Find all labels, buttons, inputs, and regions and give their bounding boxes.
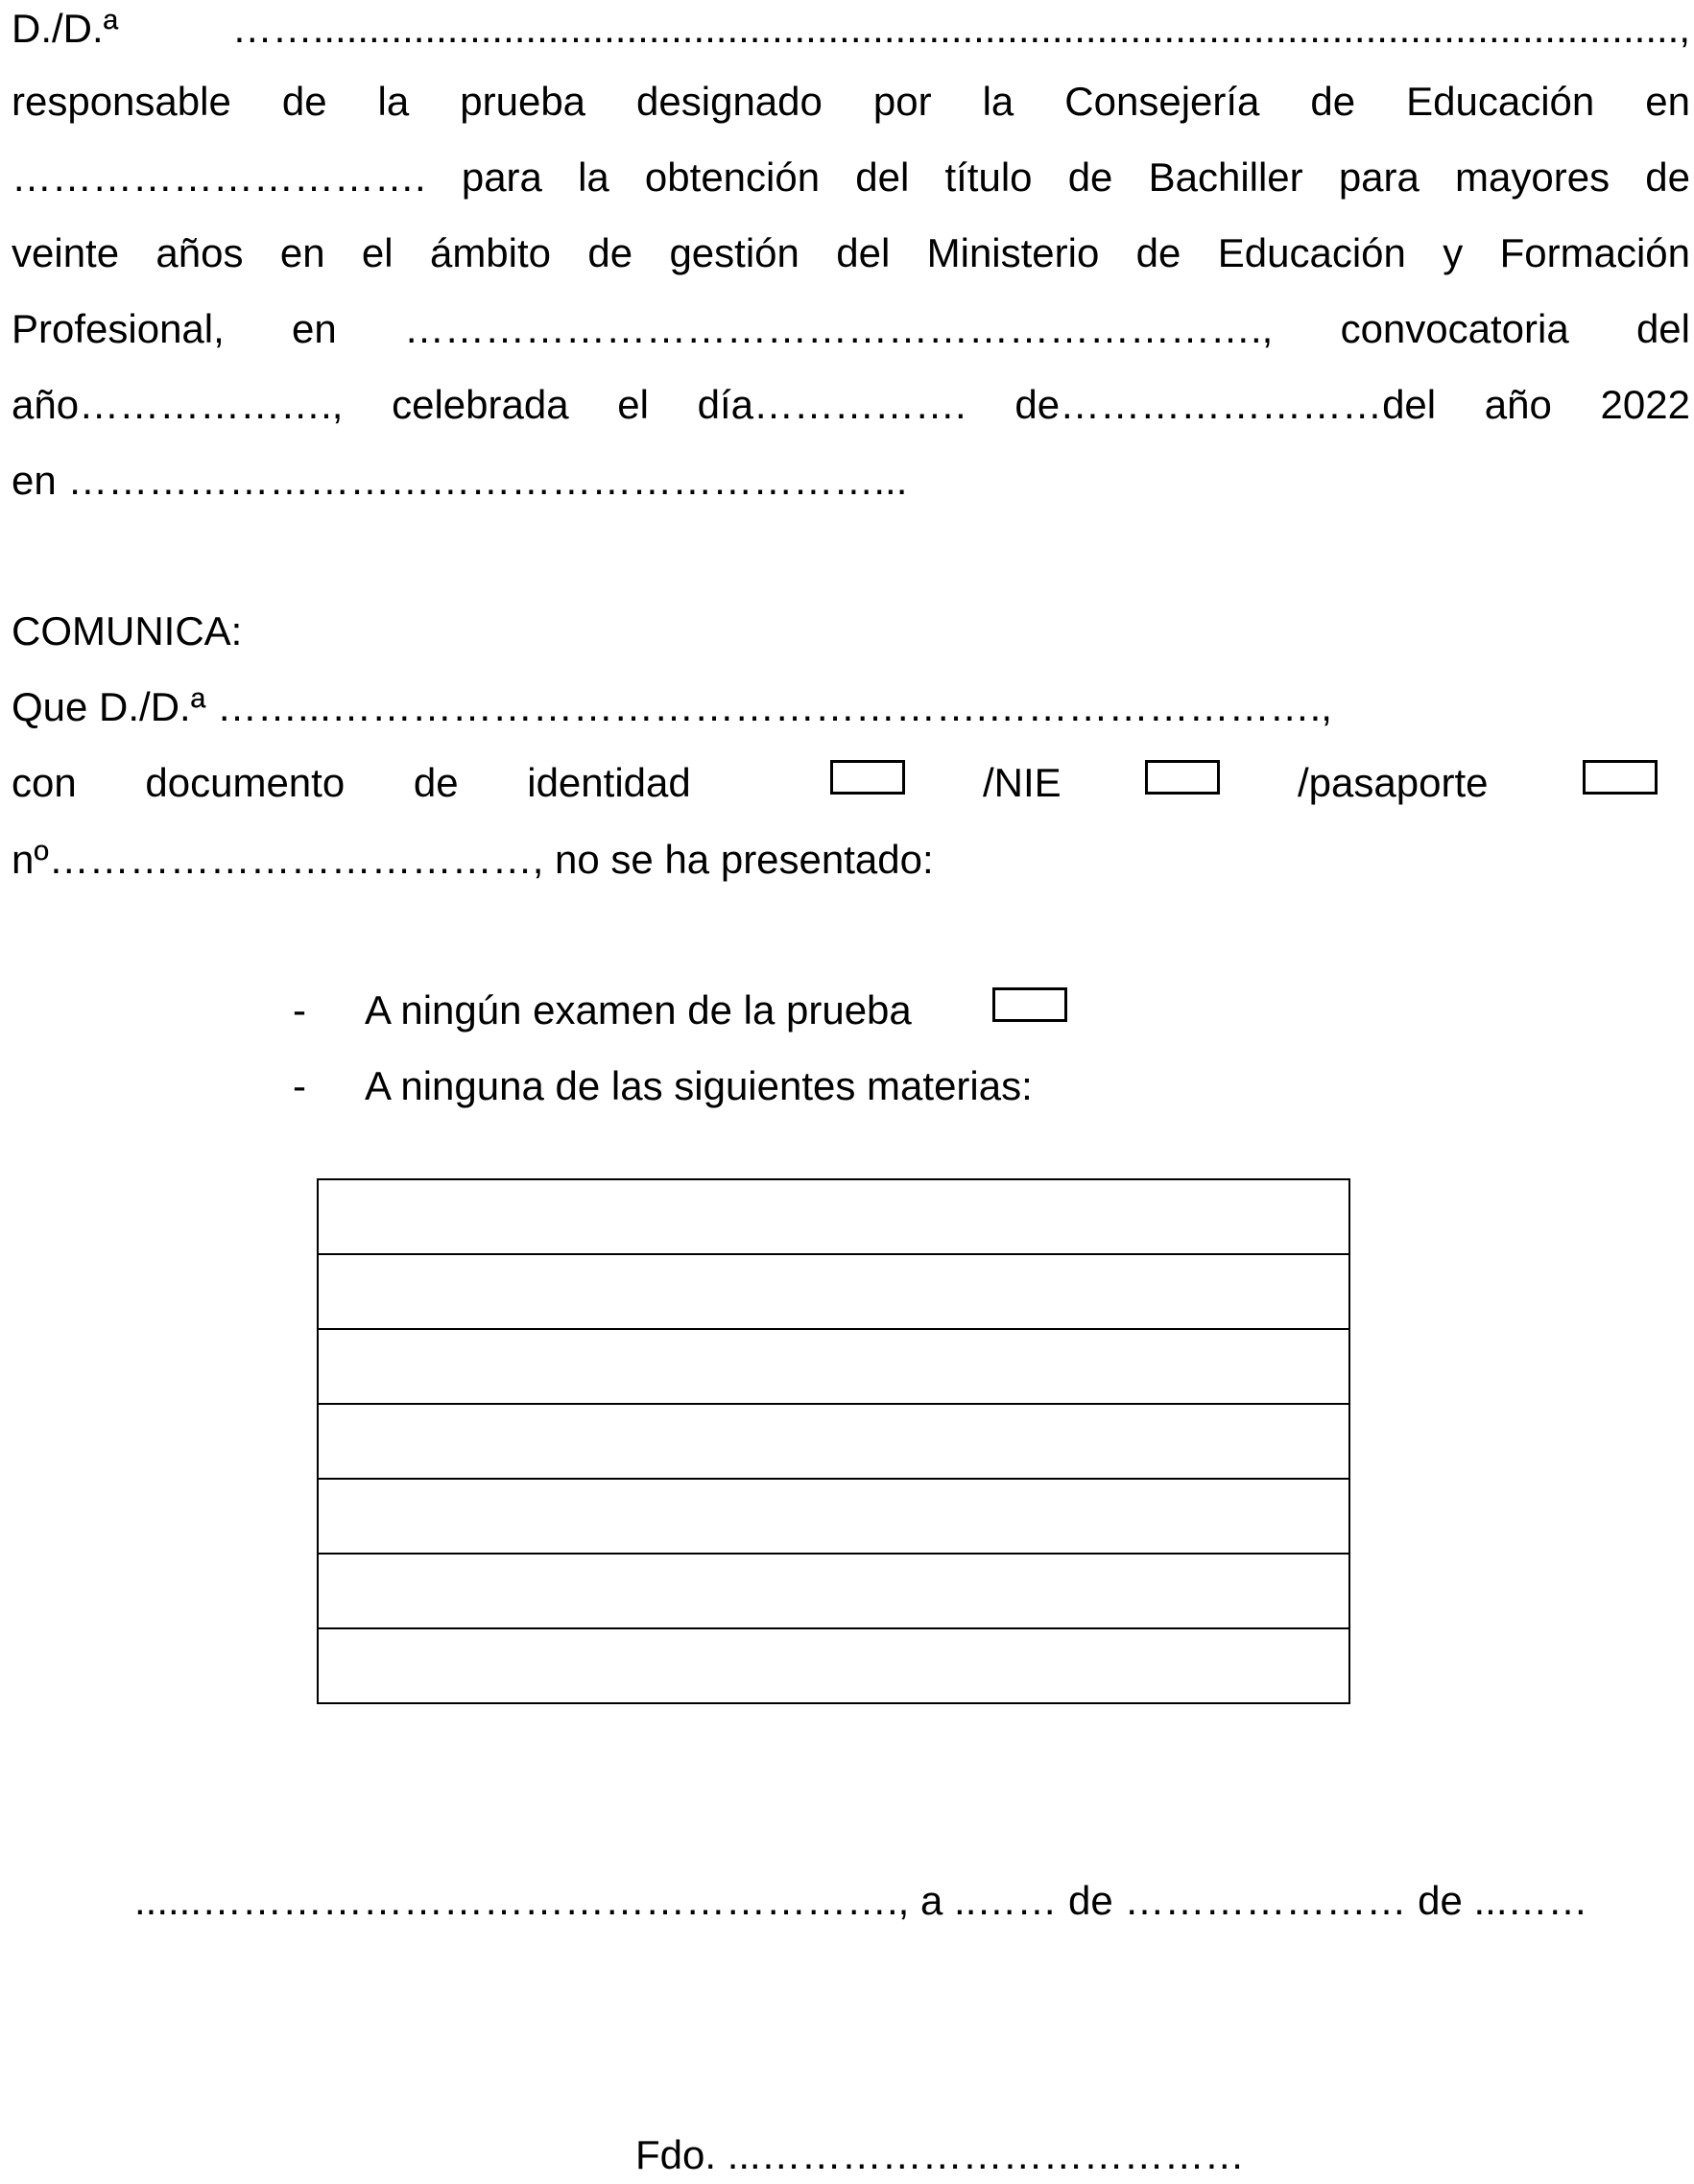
intro-line-responsible-name: D./D.ª ……..........................................................................................................................,	[12, 6, 1690, 51]
intro-line-date: año………………., celebrada el día……………. de……………………del año 2022	[12, 382, 1690, 427]
subject-cell[interactable]	[318, 1254, 1349, 1329]
table-row	[318, 1479, 1349, 1554]
subjects-table	[317, 1178, 1350, 1704]
comunica-heading: COMUNICA:	[12, 608, 243, 653]
signature-line: Fdo. ...………………………………	[635, 2132, 1245, 2177]
table-row	[318, 1404, 1349, 1479]
doc-identidad-label: con documento de identidad	[12, 760, 691, 805]
option2-dash: -	[293, 1063, 306, 1108]
subject-cell[interactable]	[318, 1628, 1349, 1703]
intro-line-convocatoria: Profesional, en ………………………………………………………., convocatoria del	[12, 306, 1690, 351]
dni-checkbox[interactable]	[830, 760, 905, 795]
no-exam-checkbox[interactable]	[992, 987, 1067, 1022]
place-date-line: ......……………………………………………., a ..…… de ………………… de ...……	[134, 1878, 1588, 1923]
table-row	[318, 1554, 1349, 1628]
intro-line-ministry: veinte años en el ámbito de gestión del Ministerio de Educación y Formación	[12, 230, 1690, 275]
subject-cell[interactable]	[318, 1404, 1349, 1479]
subject-cell[interactable]	[318, 1329, 1349, 1404]
intro-line-location: en ……………………………………………………...	[12, 458, 908, 503]
table-row	[318, 1179, 1349, 1254]
pasaporte-label: /pasaporte	[1298, 760, 1489, 805]
pasaporte-checkbox[interactable]	[1583, 760, 1658, 795]
table-row	[318, 1329, 1349, 1404]
document-number-line: nº………………………………, no se ha presentado:	[12, 837, 934, 882]
subject-cell[interactable]	[318, 1179, 1349, 1254]
nie-checkbox[interactable]	[1145, 760, 1220, 795]
intro-line-title-purpose: …………………………. para la obtención del título de Bachiller para mayores de	[12, 154, 1690, 200]
table-row	[318, 1628, 1349, 1703]
option1-dash: -	[293, 987, 306, 1033]
option-no-subjects-label: A ninguna de las siguientes materias:	[365, 1063, 1033, 1108]
option-no-exam-label: A ningún examen de la prueba	[365, 987, 912, 1033]
intro-line-designation: responsable de la prueba designado por la Consejería de Educación en	[12, 79, 1690, 124]
subject-cell[interactable]	[318, 1554, 1349, 1628]
comunica-candidate-line: Que D./D.ª ……...………………………………………….…………………….,	[12, 684, 1332, 729]
nie-label: /NIE	[983, 760, 1062, 805]
document-type-line	[12, 754, 691, 812]
subject-cell[interactable]	[318, 1479, 1349, 1554]
table-row	[318, 1254, 1349, 1329]
